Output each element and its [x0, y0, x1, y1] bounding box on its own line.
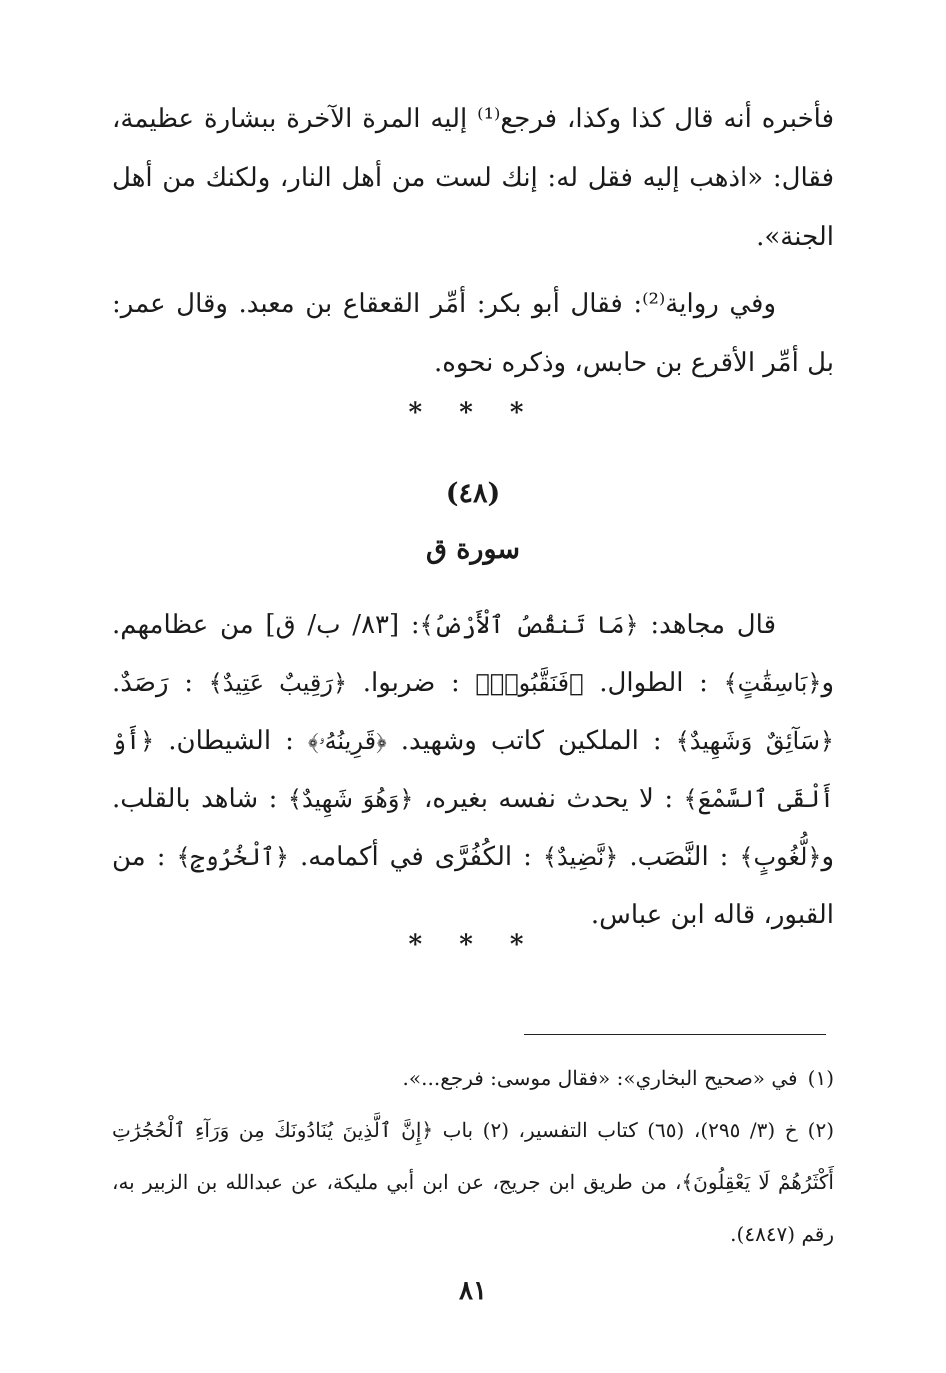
commentary-paragraph [112, 596, 834, 944]
footnotes [112, 1052, 834, 1260]
quran-quote: ﴿مَا تَنقُصُ ٱلْأَرْضُ﴾ [419, 611, 639, 639]
quran-quote: ﴿وَهُوَ شَهِيدٌ﴾ [287, 785, 414, 813]
commentary-text: قال مجاهد: [650, 610, 776, 640]
quran-quote: ﴿رَقِيبٌ عَتِيدٌ﴾ [208, 669, 348, 697]
commentary-text: : الشيطان. [168, 726, 294, 756]
quran-quote: ﴿قَرِينُهُۥ﴾ [307, 727, 387, 755]
commentary-text: : الكُفُرَّى في أكمامه. [299, 842, 532, 872]
main-text [112, 90, 834, 393]
quran-quote: ﴿نَّضِيدٌ﴾ [542, 843, 619, 871]
footnote-number: (١) [807, 1066, 834, 1090]
quran-quote: ﴿لُّغُوبٍ﴾ [739, 843, 822, 871]
section-number: (٤٨) [445, 478, 501, 509]
commentary-text: : [٨٣/ ب/ ق] من عظامهم. و [112, 610, 835, 698]
commentary-text: : النَّصَب. [629, 842, 729, 872]
quran-quote: ﴿أَوْ أَلْقَى ٱلسَّمْعَ﴾ [112, 727, 835, 813]
quran-quote: ﴿بَاسِقَٰتٍ﴾ [723, 669, 822, 697]
footnote-1 [112, 1052, 834, 1104]
surah-commentary [112, 596, 834, 944]
section-separator: * * * [408, 930, 538, 960]
commentary-text: : الطوال. [599, 668, 708, 698]
commentary-text: : رَصَدٌ. [112, 668, 193, 698]
page-number: ٨١ [459, 1276, 487, 1306]
commentary-text: : الملكين كاتب وشهيد. [400, 726, 662, 756]
commentary-text: : من القبور، قاله ابن عباس. [112, 842, 834, 930]
footnote-text: خ (٣/ ٢٩٥)، (٦٥) كتاب التفسير، (٢) باب ﴿إِنَّ ٱلَّذِينَ يُنَادُونَكَ مِن وَرَآءِ ٱلْحُجُرَٰتِ أَكْثَرُهُمْ لَا يَعْقِلُونَ﴾، من طريق ابن جريج، عن ابن أبي مليكة، عن عبدالله بن الزبير به، رقم (٤٨٤٧). [112, 1118, 834, 1246]
commentary-text: : شاهد بالقلب. و [112, 784, 835, 872]
footnote-text: في «صحيح البخاري»: «فقال موسى: فرجع...». [402, 1066, 798, 1090]
quran-quote: ﴿سَآئِقٌ وَشَهِيدٌ﴾ [675, 727, 834, 755]
commentary-text: : ضربوا. [362, 668, 460, 698]
commentary-text: : لا يحدث نفسه بغيره، [423, 784, 674, 814]
footnote-number: (٢) [807, 1118, 835, 1142]
section-title: سورة ق [425, 534, 521, 565]
paragraph-1: فأخبره أنه قال كذا وكذا، فرجع⁽¹⁾ إليه المرة الآخرة ببشارة عظيمة، فقال: «اذهب إليه فقل له: إنك لست من أهل النار، ولكنك من أهل الجنة». [112, 104, 834, 252]
quran-quote: ﴿ٱلْخُرُوجِ﴾ [176, 843, 289, 871]
footnote-divider [524, 1034, 826, 1035]
paragraph-2: وفي رواية⁽²⁾: فقال أبو بكر: أمِّر القعقاع بن معبد. وقال عمر: بل أمِّر الأقرع بن حابس، وذكره نحوه. [112, 289, 834, 378]
section-separator: * * * [408, 398, 538, 428]
footnote-2 [112, 1104, 834, 1260]
quran-quote: ﴿فَنَقَّبُوا۟﴾ [475, 669, 584, 697]
